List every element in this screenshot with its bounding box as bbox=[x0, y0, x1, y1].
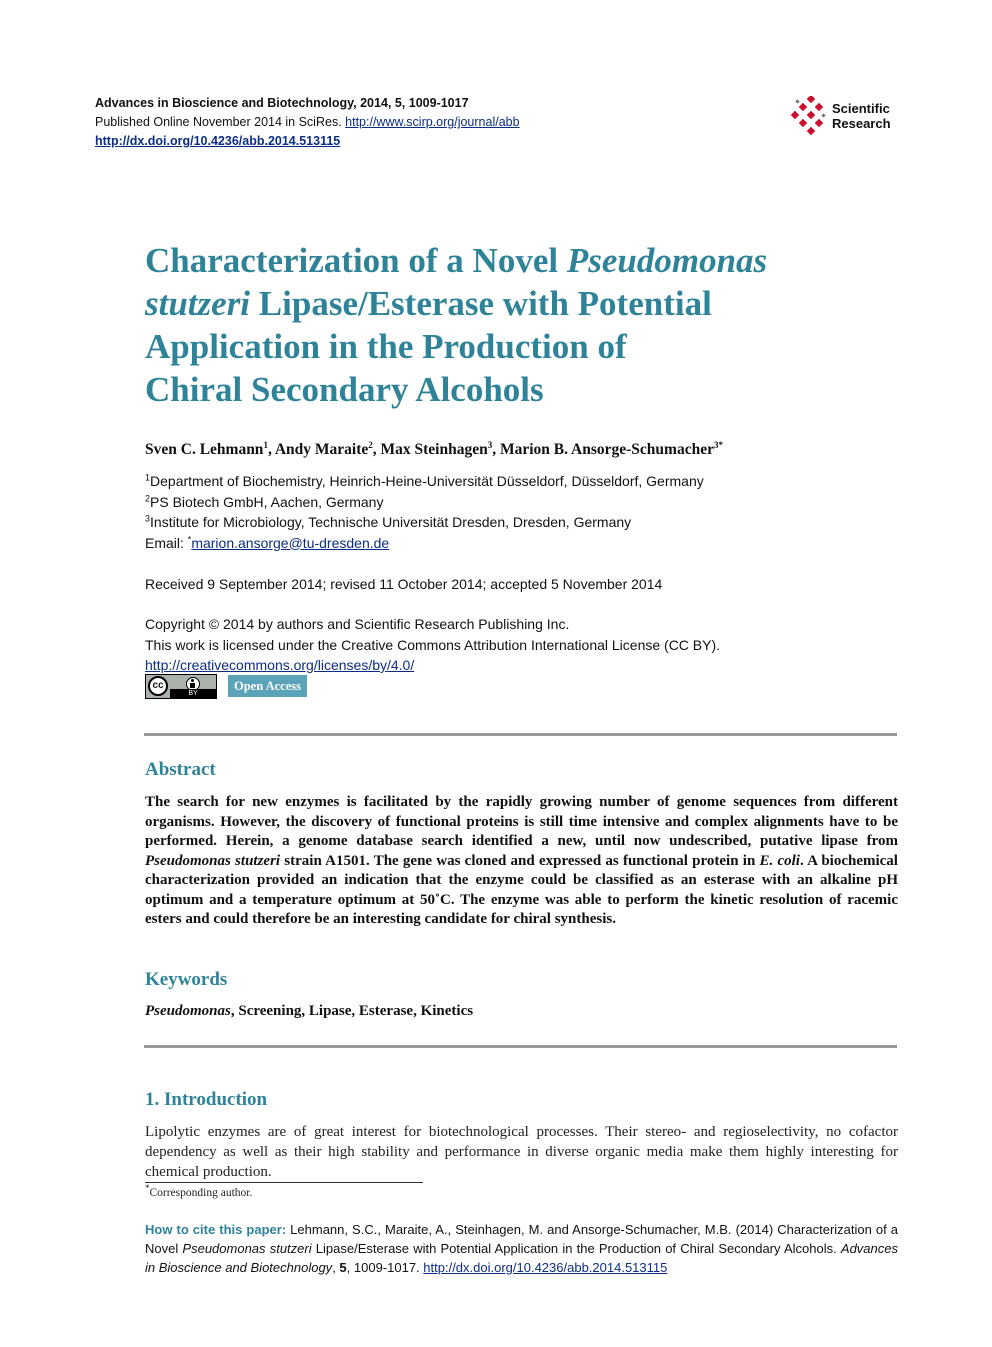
affiliation-3: $^3$Institute for Microbiology, Technische Universität Dresden, Dresden, Germany bbox=[145, 513, 632, 530]
doi-line bbox=[95, 132, 735, 151]
citation-doi-link[interactable]: http://dx.doi.org/10.4236/abb.2014.513115 bbox=[423, 1260, 668, 1275]
abstract-heading: Abstract bbox=[145, 759, 216, 780]
email-line: Email: *marion.ansorge@tu-dresden.de bbox=[145, 533, 390, 551]
abstract-text: The search for new enzymes is facilitated by the rapidly growing number of genome sequences from different organisms. However, the discovery of functional proteins is still time intensive and complex alignments have to be performed. Herein, a genome database search identified a new, until now undescribed, putative lipase from Pseudomonas stutzeri strain A1501. The gene was cloned and expressed as functional protein in E. coli. A biochemical characterization provided an indication that the enzyme could be classified as an esterase with an alkaline pH optimum and a temperature optimum at 50˚C. The enzyme was able to perform the kinetic resolution of racemic esters and could therefore be an interesting candidate for chiral synthesis. bbox=[145, 794, 898, 927]
publisher-logo bbox=[790, 96, 910, 136]
introduction-heading: 1. Introduction bbox=[145, 1089, 268, 1110]
citation-block: How to cite this paper: Lehmann, S.C., Maraite, A., Steinhagen, M. and Ansorge-Schumacher, M.B. (2014) Characterization of a Novel Pseudomonas stutzeri Lipase/Esterase with Potential Application in the Production of Chiral Secondary Alcohols. Advances in Bioscience and Biotechnology, 5, 1009-1017. http://dx.doi.org/10.4236/abb.2014.513115 bbox=[145, 1222, 899, 1275]
open-access-badge[interactable]: Open Access bbox=[228, 675, 307, 697]
introduction-text: Lipolytic enzymes are of great interest for biotechnological processes. Their stereo- and regioselectivity, no cofactor dependency as well as their high stability and performance in diverse organic media make them highly interesting for chemical production. bbox=[145, 1124, 898, 1180]
author-4: Marion B. Ansorge-Schumacher bbox=[499, 441, 714, 458]
email-link[interactable]: marion.ansorge@tu-dresden.de bbox=[191, 534, 390, 551]
keywords-list: Pseudomonas, Screening, Lipase, Esterase, Kinetics bbox=[145, 1003, 474, 1019]
author-3: Max Steinhagen bbox=[380, 441, 488, 458]
title-italic-species: stutzeri bbox=[145, 284, 251, 323]
received-dates: Received 9 September 2014; revised 11 October 2014; accepted 5 November 2014 bbox=[145, 576, 663, 592]
logo-line2: Research bbox=[832, 116, 891, 131]
cc-by-badge[interactable] bbox=[145, 674, 217, 699]
citation-label: How to cite this paper: bbox=[145, 1222, 287, 1237]
keywords-heading: Keywords bbox=[145, 969, 228, 990]
affiliation-2: $^2$PS Biotech GmbH, Aachen, Germany bbox=[145, 492, 384, 510]
by-label: BY bbox=[170, 689, 216, 698]
scientific-research-logo-icon bbox=[790, 96, 830, 136]
author-1: Sven C. Lehmann bbox=[145, 441, 264, 458]
copyright-block bbox=[145, 614, 905, 676]
doi-link[interactable]: http://dx.doi.org/10.4236/abb.2014.513115 bbox=[95, 134, 341, 148]
copyright-line: Copyright © 2014 by authors and Scientific Research Publishing Inc. bbox=[145, 616, 570, 632]
cc-icon: cc bbox=[148, 676, 168, 696]
title-italic-genus: Pseudomonas bbox=[566, 241, 768, 280]
journal-header bbox=[95, 94, 735, 151]
paper-title: Characterization of a Novel Pseudomonas stutzeri Lipase/Esterase with Potential Application in the Production of Chiral Secondary Alcohols bbox=[145, 241, 768, 409]
author-list: Sven C. Lehmann$^1$, Andy Maraite$^2$, Max Steinhagen$^3$, Marion B. Ansorge-Schumacher$^{3*}$ bbox=[145, 439, 723, 458]
section-divider-bottom bbox=[144, 1045, 897, 1048]
license-url-link[interactable]: http://creativecommons.org/licenses/by/4.0/ bbox=[145, 657, 415, 673]
journal-line: Advances in Bioscience and Biotechnology, 2014, 5, 1009-1017 bbox=[95, 96, 469, 110]
license-line: This work is licensed under the Creative Commons Attribution International License (CC BY). bbox=[145, 636, 721, 653]
logo-line1: Scientific bbox=[832, 101, 890, 116]
footnote: *Corresponding author. bbox=[145, 1183, 253, 1199]
author-2: Andy Maraite bbox=[274, 441, 369, 458]
affiliations bbox=[145, 471, 905, 553]
journal-url-link[interactable]: http://www.scirp.org/journal/abb bbox=[345, 115, 520, 129]
section-divider-top bbox=[144, 733, 897, 736]
published-line: Published Online November 2014 in SciRes. http://www.scirp.org/journal/abb bbox=[95, 115, 520, 129]
footnote-rule bbox=[145, 1182, 423, 1183]
affiliation-1: $^1$Department of Biochemistry, Heinrich-Heine-Universität Düsseldorf, Düsseldorf, Germany bbox=[145, 472, 704, 489]
